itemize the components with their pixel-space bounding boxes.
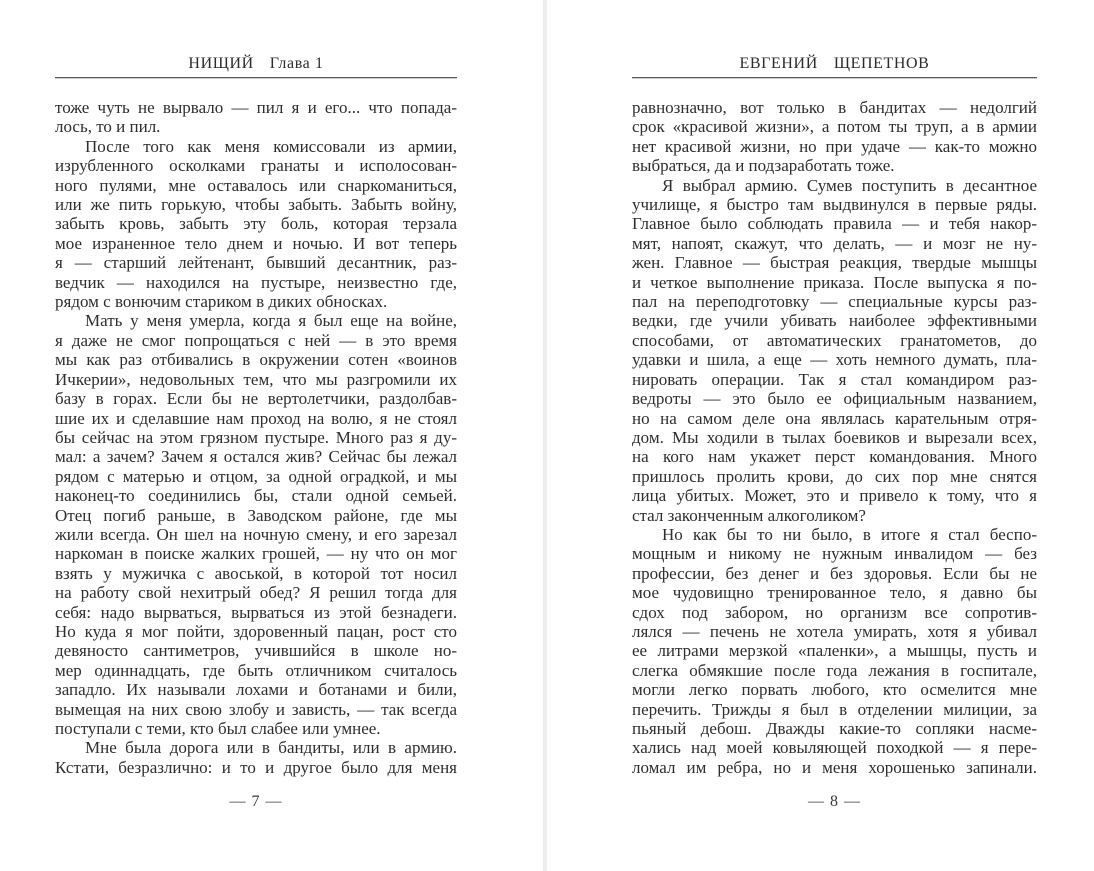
- text-line: Мать у меня умерла, когда я был еще на войне,: [85, 311, 457, 331]
- text-line: бы сейчас на этом грязном пустыре. Много раз я ду-: [55, 427, 457, 447]
- text-line: мы как раз отбивались в окружении сотен «воинов: [55, 350, 457, 370]
- text-line: равнозначно, вот только в бандитах — недолгий: [632, 98, 1037, 117]
- text-line: пал на переподготовку — специальные курсы раз-: [632, 292, 1037, 312]
- header-rule-right: [632, 77, 1037, 79]
- page-gutter-divider: [543, 0, 547, 871]
- text-line: Но как бы то ни было, в итоге я стал беспо-: [662, 524, 1037, 544]
- text-line: мал: а зачем? Зачем я остался жив? Сейчас бы лежал: [55, 447, 457, 467]
- text-line: профессии, без денег и без здоровья. Если бы не: [632, 563, 1037, 583]
- page-number-left: — 7 —: [229, 793, 283, 811]
- text-line: пьяный дебош. Дважды какие-то сопляки насме-: [632, 719, 1037, 738]
- text-line: базу в горах. Если бы не вертолетчики, раздолбав-: [55, 389, 457, 409]
- text-line: жен. Главное — быстрая реакция, твердые мышцы: [632, 253, 1037, 273]
- text-line: Я выбрал армию. Сумев поступить в десантное: [662, 175, 1037, 195]
- text-line: мое чудовищно тренированное тело, я давно бы: [632, 583, 1037, 603]
- text-line: Главное было соблюдать правила — и тебя накор-: [632, 214, 1037, 234]
- body-text-right: [632, 98, 1037, 777]
- text-line: мят, напоят, скажут, что делать, — и мозг не ну-: [632, 233, 1037, 253]
- text-line: я даже не смог попрощаться с ней — в это время: [55, 330, 457, 350]
- text-line: пришлось пролить крови, до сих пор мне снятся: [632, 466, 1037, 486]
- text-line: срок «красивой жизни», а потом ты труп, а в армии: [632, 117, 1037, 137]
- text-line: мощным и никому не нужным инвалидом — без: [632, 544, 1037, 564]
- text-line: могли легко порвать любого, кто осмелится мне: [632, 680, 1037, 700]
- text-line: западло. Их называли лохами и ботанами и били,: [55, 680, 457, 700]
- text-line: или же пить горькую, чтобы забыть. Забыть войну,: [55, 195, 457, 215]
- text-line: удавки и шила, а еще — хоть немного думать, пла-: [632, 350, 1037, 370]
- author-first-name: ЕВГЕНИЙ: [739, 55, 818, 72]
- text-line: лось, то и пил.: [55, 117, 161, 137]
- header-rule-left: [55, 77, 457, 79]
- text-line: изрубленного осколками гранаты и исполосован-: [55, 156, 457, 176]
- author-last-name: ЩЕПЕТНОВ: [833, 55, 930, 72]
- text-line: я — старший лейтенант, бывший десантник, раз-: [55, 253, 457, 273]
- text-line: ее литрами мерзкой «паленки», а мышцы, пусть и: [632, 641, 1037, 661]
- text-line: ведчик — находился на пустыре, неизвестно где,: [55, 272, 457, 292]
- text-line: ведки, где учили убивать наиболее эффективными: [632, 311, 1037, 331]
- text-line: Отец погиб раньше, в Заводском районе, где мы: [55, 505, 457, 525]
- text-line: ного пулями, мне оставалось или снаркоманиться,: [55, 175, 457, 195]
- text-line: на работу свой нехитрый обед? Я решил тогда для: [55, 583, 457, 603]
- chapter-label: Глава 1: [269, 55, 324, 72]
- text-line: и четкое выполнение приказа. После выпуска я по-: [632, 272, 1037, 292]
- text-line: тоже чуть не вырвало — пил я и его... что попада-: [55, 98, 457, 117]
- text-line: поступали с теми, кто был слабее или умнее.: [55, 719, 381, 738]
- text-line: способами, от автоматических гранатометов, до: [632, 330, 1037, 350]
- text-line: вымещая на них свою злобу и зависть, — так всегда: [55, 699, 457, 719]
- text-line: Мне была дорога или в бандиты, или в армию.: [85, 738, 457, 758]
- text-line: рядом с вонючим стариком в диких обносках.: [55, 292, 388, 312]
- text-line: Но куда я мог пойти, здоровенный пацан, рост сто: [55, 621, 457, 641]
- page-left: [55, 0, 457, 811]
- text-line: После того как меня комиссовали из армии,: [85, 136, 457, 156]
- text-line: хались над моей ковыляющей походкой — я пере-: [632, 738, 1037, 758]
- text-line: шие их и сделавшие нам проход на волю, я не стоял: [55, 408, 457, 428]
- text-line: взять у мужичка с авоськой, в которой тот носил: [55, 563, 457, 583]
- text-line: мое израненное тело днем и ночью. И вот теперь: [55, 233, 457, 253]
- text-line: себя: надо вырваться, вырваться из этой безнадеги.: [55, 602, 457, 622]
- text-line: жили всегда. Он шел на ночную смену, и его зарезал: [55, 524, 457, 544]
- text-line: сдох под забором, но организм все сопротив-: [632, 602, 1037, 622]
- text-line: выбраться, да и подзаработать тоже.: [632, 156, 895, 176]
- text-line: девяносто сантиметров, учившийся в школе но-: [55, 641, 457, 661]
- text-line: ломал им ребра, но и меня хорошенько запинали.: [632, 757, 1037, 777]
- text-line: но на самом деле она являлась карательным отря-: [632, 408, 1037, 428]
- text-line: лялся — печень не хотела умирать, хотя я убивал: [632, 621, 1037, 641]
- text-line: наконец-то соединились бы, стали одной семьей.: [55, 486, 457, 506]
- text-line: забыть кровь, забыть эту боль, которая терзала: [55, 214, 457, 234]
- text-line: Кстати, безразлично: и то и другое было для меня: [55, 757, 457, 777]
- page-right: [632, 0, 1037, 811]
- text-line: на кого нам укажет перст командования. Много: [632, 447, 1037, 467]
- page-number-right: — 8 —: [808, 793, 861, 811]
- text-line: ведроты — это было ее официальным названием,: [632, 389, 1037, 409]
- text-line: нировать операции. Так я стал командиром раз-: [632, 369, 1037, 389]
- text-line: училище, я быстро там выдвинулся в первые ряды.: [632, 195, 1037, 215]
- text-line: перечить. Трижды я был в отделении милиции, за: [632, 699, 1037, 719]
- text-line: лица убитых. Может, это и привело к тому, что я: [632, 486, 1037, 506]
- body-text-left: [55, 98, 457, 777]
- running-header-right: [632, 55, 1037, 73]
- text-line: наркоман в поиске жалких грошей, — ну что он мог: [55, 544, 457, 564]
- running-header-left: [55, 55, 457, 73]
- text-line: стал законченным алкоголиком?: [632, 505, 866, 525]
- text-line: мер одиннадцать, где быть отличником считалось: [55, 660, 457, 680]
- text-line: рядом с матерью и отцом, за одной оградкой, и мы: [55, 466, 457, 486]
- text-line: дом. Мы ходили в тылах боевиков и вырезали всех,: [632, 427, 1037, 447]
- text-line: нет красивой жизни, но при удаче — как-то можно: [632, 136, 1037, 156]
- book-title: НИЩИЙ: [188, 55, 254, 72]
- text-line: слегка обмякшие после года лежания в госпитале,: [632, 660, 1037, 680]
- text-line: Ичкерии», недовольных тем, что мы разгромили их: [55, 369, 457, 389]
